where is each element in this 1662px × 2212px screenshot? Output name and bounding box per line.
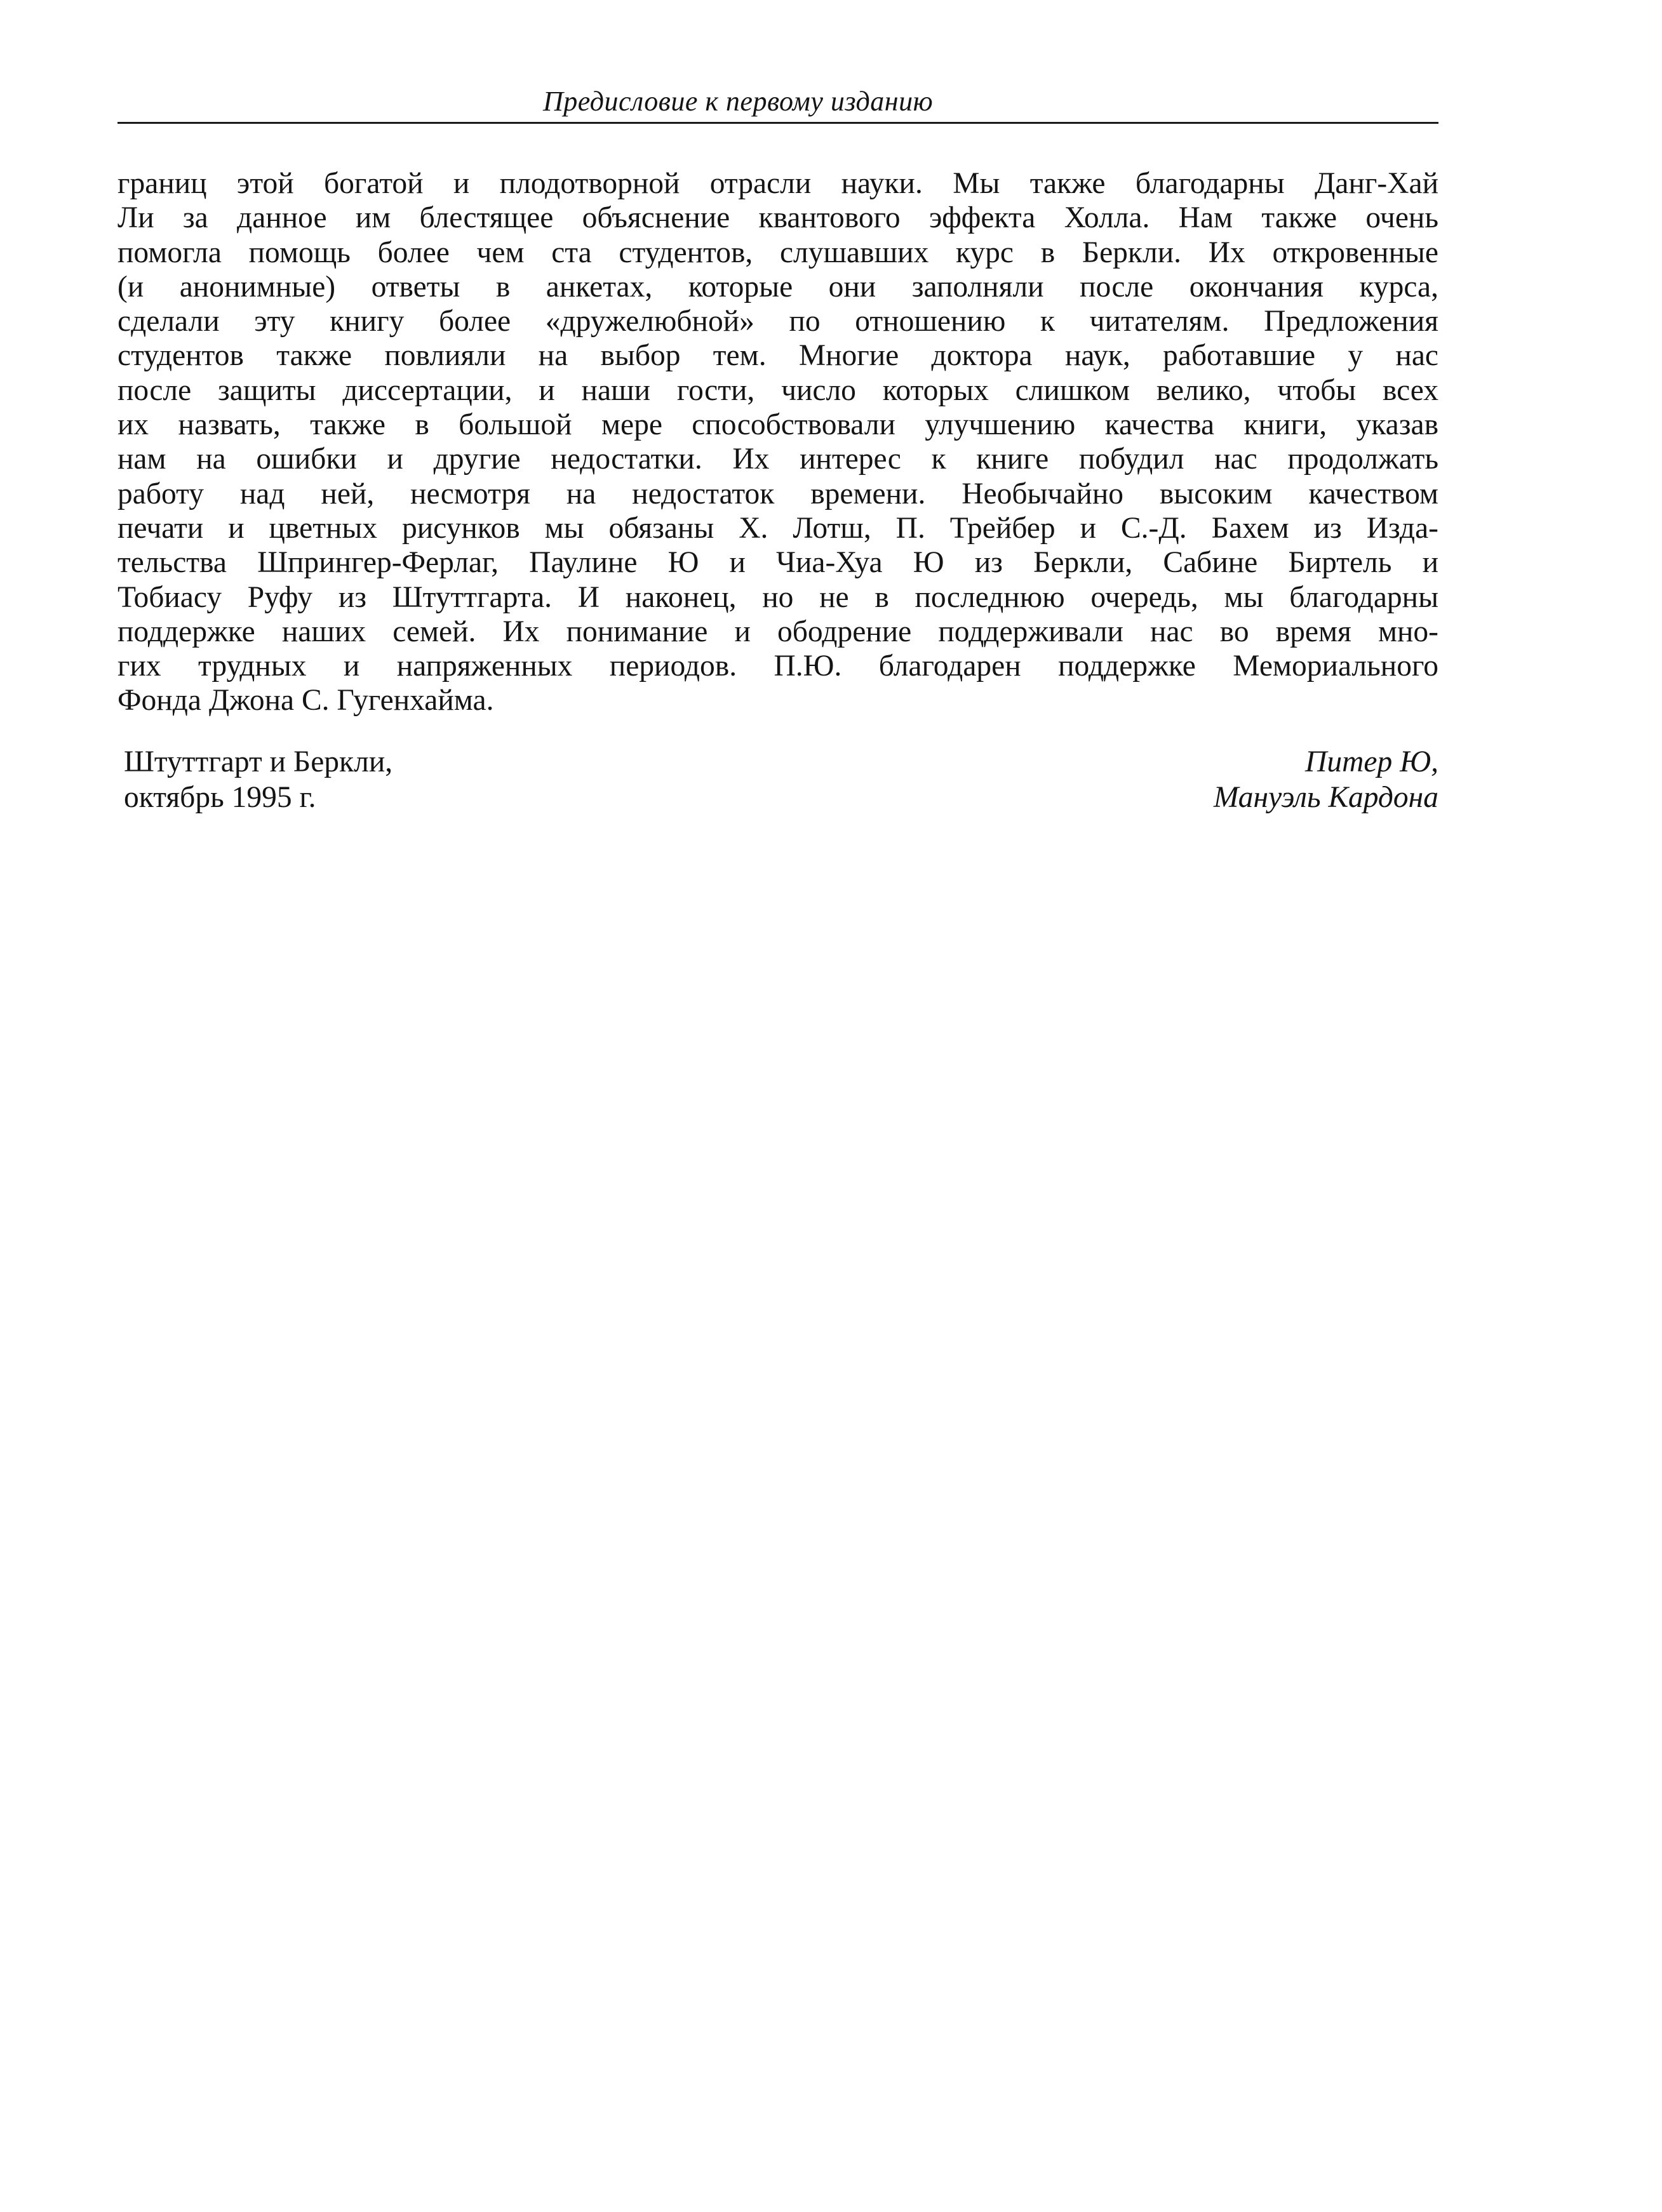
signature-date: октябрь 1995 г. xyxy=(124,781,316,814)
text-line: поддержке наших семей. Их понимание и ободрение поддерживали нас во время мно- xyxy=(117,615,1438,648)
text-line: печати и цветных рисунков мы обязаны Х. Лотш, П. Трейбер и С.-Д. Бахем из Изда- xyxy=(117,511,1438,545)
header-rule xyxy=(117,122,1438,124)
author-name: Питер Ю, xyxy=(1305,745,1438,778)
text-line: после защиты диссертации, и наши гости, число которых слишком велико, чтобы всех xyxy=(117,373,1438,407)
text-line: (и анонимные) ответы в анкетах, которые они заполняли после окончания курса, xyxy=(117,270,1438,303)
signature-block xyxy=(117,744,1438,820)
place-and-date xyxy=(124,744,392,815)
authors xyxy=(1214,744,1438,815)
text-line: гих трудных и напряженных периодов. П.Ю. благодарен поддержке Мемориального xyxy=(117,650,1438,683)
text-line: их назвать, также в большой мере способствовали улучшению качества книги, указав xyxy=(117,408,1438,442)
text-line: студентов также повлияли на выбор тем. Многие доктора наук, работавшие у нас xyxy=(117,339,1438,373)
text-line: тельства Шпрингер-Ферлаг, Паулине Ю и Чиа-Хуа Ю из Беркли, Сабине Биртель и xyxy=(117,546,1438,580)
running-header xyxy=(117,81,1438,124)
text-line: границ этой богатой и плодотворной отрасли науки. Мы также благодарны Данг-Хай xyxy=(117,167,1438,200)
body-paragraph xyxy=(117,166,1438,718)
text-line: Тобиасу Руфу из Штуттгарта. И наконец, но не в последнюю очередь, мы благодарны xyxy=(117,580,1438,614)
text-line: Ли за данное им блестящее объяснение квантового эффекта Холла. Нам также очень xyxy=(117,201,1438,235)
text-line: помогла помощь более чем ста студентов, слушавших курс в Беркли. Их откровенные xyxy=(117,236,1438,269)
signature-place: Штуттгарт и Беркли, xyxy=(124,745,393,778)
author-name: Мануэль Кардона xyxy=(1213,781,1438,814)
text-line: сделали эту книгу более «дружелюбной» по отношению к читателям. Предложения xyxy=(117,305,1438,338)
text-line: нам на ошибки и другие недостатки. Их интерес к книге побудил нас продолжать xyxy=(117,443,1438,476)
text-line: работу над ней, несмотря на недостаток времени. Необычайно высоким качеством xyxy=(117,477,1438,510)
text-line: Фонда Джона С. Гугенхайма. xyxy=(117,684,494,717)
running-title: Предисловие к первому изданию xyxy=(543,86,934,117)
